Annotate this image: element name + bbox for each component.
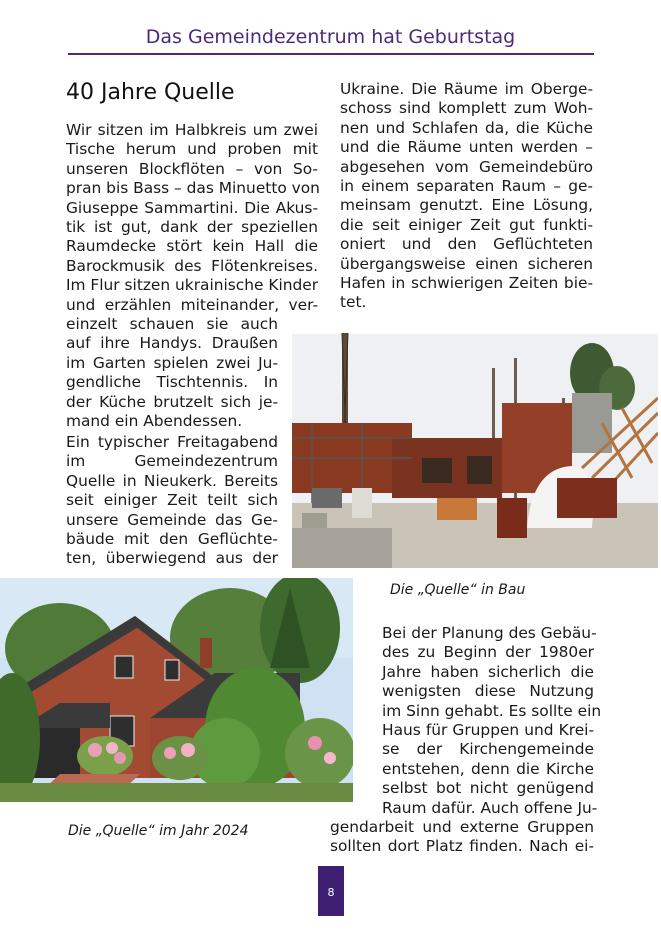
text-line: Raum dafür. Auch offene Ju- bbox=[382, 798, 598, 817]
text-word: im bbox=[66, 452, 86, 471]
caption-construction-photo: Die „Quelle“ in Bau bbox=[390, 582, 526, 598]
text-line: in einem separaten Raum – ge- bbox=[340, 177, 593, 196]
text-line: Haus für Gruppen und Krei- bbox=[382, 721, 594, 740]
building-photo-illustration bbox=[0, 578, 353, 802]
text-line: des zu Beginn der 1980er bbox=[382, 643, 594, 662]
text-line: der Küche brutzelt sich je- bbox=[66, 392, 278, 411]
text-line: gendliche Tischtennis. In bbox=[66, 373, 278, 392]
text-line: sollten dort Platz finden. Nach ei- bbox=[330, 837, 594, 856]
text-line: entstehen, denn die Kirche bbox=[382, 759, 594, 778]
text-word: Gemeindezentrum bbox=[134, 452, 278, 471]
text-line: Tische herum und proben mit bbox=[66, 140, 318, 159]
text-line: bäude mit den Geflüchte- bbox=[66, 530, 278, 549]
left-paragraph-2 bbox=[66, 433, 278, 569]
text-line: im Garten spielen zwei Ju- bbox=[66, 353, 278, 372]
text-line: seit einiger Zeit teilt sich bbox=[66, 491, 278, 510]
text-line: tet. bbox=[340, 293, 367, 312]
page-number: 8 bbox=[327, 886, 335, 899]
text-line: nen und Schlafen da, die Küche bbox=[340, 118, 593, 137]
construction-photo bbox=[292, 328, 658, 568]
header-divider bbox=[68, 53, 594, 55]
text-line: Jahre haben sicherlich die bbox=[382, 662, 594, 681]
caption-building-photo-2024: Die „Quelle“ im Jahr 2024 bbox=[68, 823, 249, 839]
text-line: einzelt schauen sie auch bbox=[66, 315, 278, 334]
construction-photo-illustration bbox=[292, 328, 658, 568]
text-line: oniert und den Geflüchteten bbox=[340, 235, 593, 254]
page-number-tab bbox=[318, 866, 344, 916]
right-paragraph-2 bbox=[330, 624, 602, 857]
article-heading: 40 Jahre Quelle bbox=[66, 80, 235, 105]
text-line: schoss sind komplett zum Woh- bbox=[340, 99, 593, 118]
text-line: selbst bot nicht genügend bbox=[382, 779, 594, 798]
text-line: mand ein Abendessen. bbox=[66, 412, 243, 431]
text-line: tik ist gut, dank der speziellen bbox=[66, 218, 318, 237]
text-line: auf ihre Handys. Draußen bbox=[66, 334, 278, 353]
text-line: Hafen in schwierigen Zeiten bie- bbox=[340, 274, 593, 293]
text-line: meinsam genutzt. Eine Lösung, bbox=[340, 196, 593, 215]
text-line: ten, überwiegend aus der bbox=[66, 549, 278, 568]
building-photo-2024 bbox=[0, 578, 353, 802]
text-line: unseren Blockflöten – von So- bbox=[66, 159, 318, 178]
text-line: Raumdecke stört kein Hall die bbox=[66, 237, 318, 256]
text-line: übergangsweise einen sicheren bbox=[340, 254, 593, 273]
text-line: und erzählen miteinander, ver- bbox=[66, 295, 318, 314]
text-line: im Sinn gehabt. Es sollte ein bbox=[382, 701, 602, 720]
text-line: wenigsten diese Nutzung bbox=[382, 682, 594, 701]
text-line: Ein typischer Freitagabend bbox=[66, 433, 278, 451]
text-line: Bei der Planung des Gebäu- bbox=[382, 624, 597, 642]
text-line: se der Kirchengemeinde bbox=[382, 740, 594, 759]
text-line: Quelle in Nieukerk. Bereits bbox=[66, 471, 278, 490]
left-paragraph-1 bbox=[66, 121, 318, 432]
text-line: Barockmusik des Flötenkreises. bbox=[66, 256, 318, 275]
text-line: Giuseppe Sammartini. Die Akus- bbox=[66, 198, 318, 217]
text-line: Wir sitzen im Halbkreis um zwei bbox=[66, 121, 318, 139]
text-line: Im Flur sitzen ukrainische Kinder bbox=[66, 276, 319, 295]
text-line: die seit einiger Zeit gut funkti- bbox=[340, 215, 593, 234]
text-line: und die Räume unten werden – bbox=[340, 138, 593, 157]
text-line bbox=[66, 452, 278, 471]
text-line: abgesehen vom Gemeindebüro bbox=[340, 157, 593, 176]
text-line: Ukraine. Die Räume im Oberge- bbox=[340, 80, 593, 98]
text-line: pran bis Bass – das Minuetto von bbox=[66, 179, 320, 198]
right-paragraph-1 bbox=[340, 80, 593, 313]
text-line: unsere Gemeinde das Ge- bbox=[66, 510, 278, 529]
page-header-title: Das Gemeindezentrum hat Geburtstag bbox=[145, 26, 516, 48]
text-line: gendarbeit und externe Gruppen bbox=[330, 818, 594, 837]
